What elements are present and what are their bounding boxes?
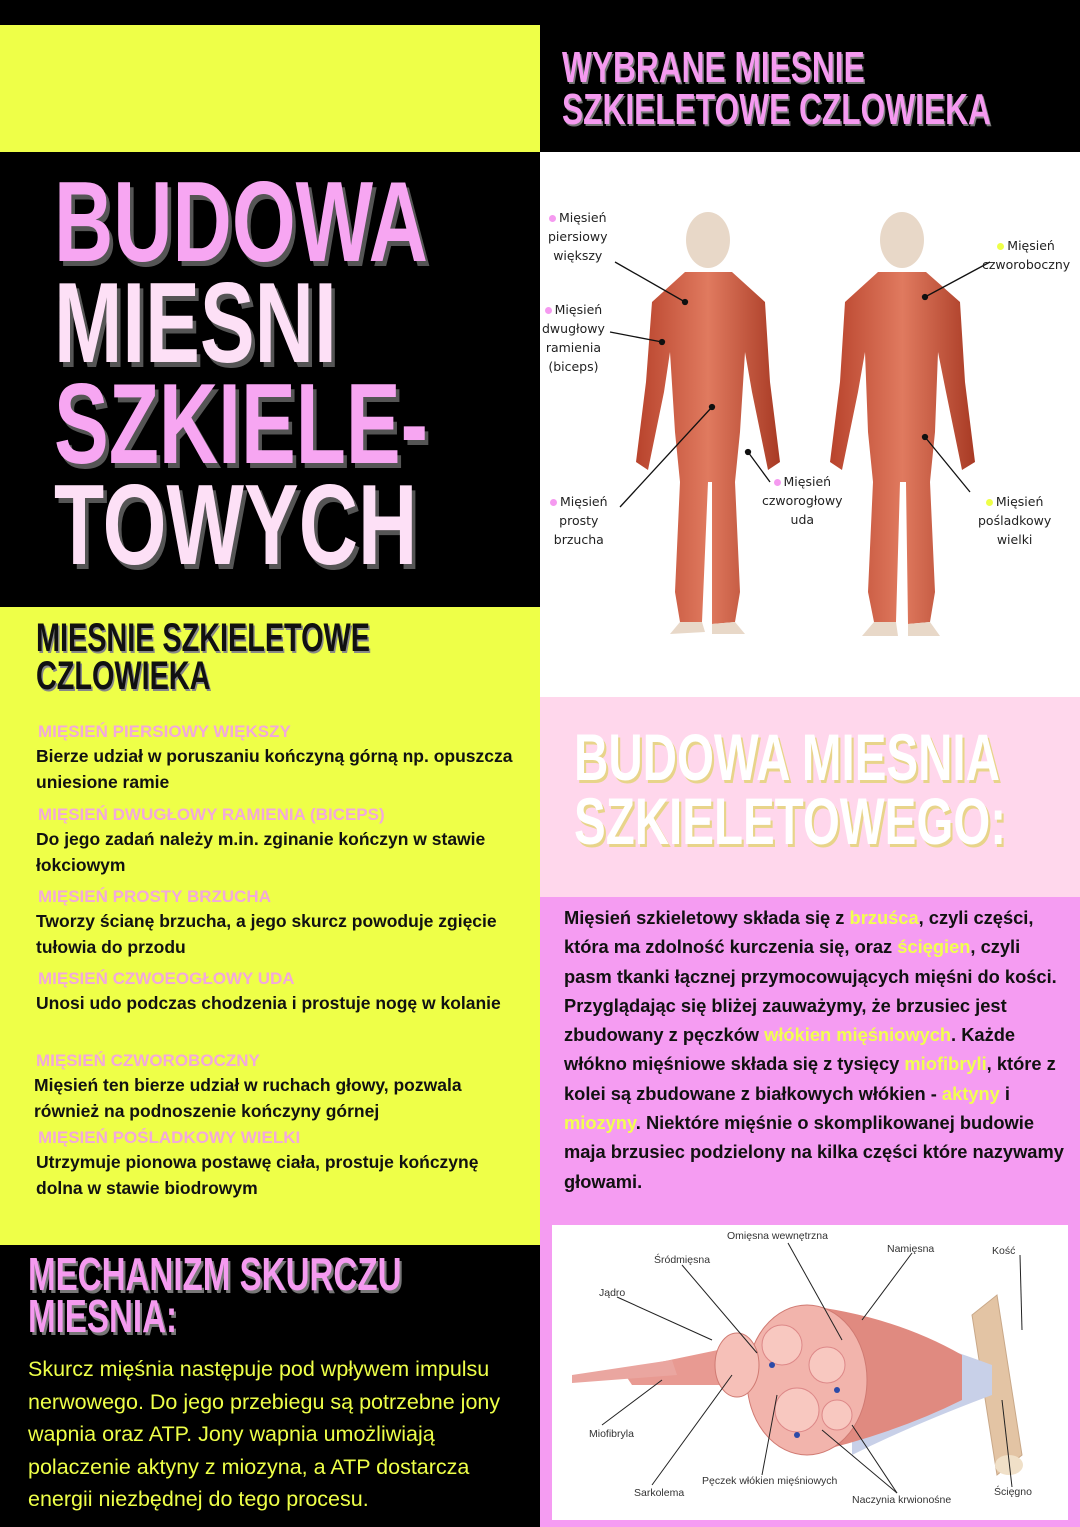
- dot-icon: [986, 499, 993, 506]
- header-title-line: SZKIELETOWE CZLOWIEKA: [562, 85, 991, 134]
- label-line: większy: [553, 248, 603, 263]
- muscle-figure-panel: [540, 152, 1080, 697]
- mechanism-title-line: MECHANIZM SKURCZU: [28, 1248, 402, 1300]
- list-item: [36, 721, 516, 795]
- list-title-line: MIESNIE SZKIELETOWE: [36, 616, 370, 660]
- diagram-label: Pęczek włókien mięśniowych: [702, 1475, 838, 1487]
- top-yellow-panel: [0, 25, 540, 152]
- label-line: brzucha: [553, 532, 604, 547]
- diagram-label: Jądro: [599, 1287, 626, 1299]
- structure-title-line: BUDOWA MIESNIA: [574, 720, 1000, 794]
- item-heading: MIĘSIEŃ CZWOROBOCZNY: [36, 1051, 260, 1070]
- mechanism-text: Skurcz mięśnia następuje pod wpływem impulsu nerwowego. Do jego przebiegu są potrzebne jony wapnia oraz ATP. Jony wapnia umożliwiają polaczenie aktyny z miozyna, a ATP dostarcza energii niezbędnej do tego procesu.: [28, 1357, 501, 1511]
- item-text: Unosi udo podczas chodzenia i prostuje nogę w kolanie: [36, 993, 501, 1013]
- dot-icon: [550, 499, 557, 506]
- item-heading: MIĘSIEŃ PIERSIOWY WIĘKSZY: [38, 722, 291, 741]
- structure-panel: [540, 897, 1080, 1527]
- structure-title-line: SZKIELETOWEGO:: [574, 784, 1007, 858]
- label-line: Mięsień: [1007, 238, 1055, 253]
- diagram-label: Sarkolema: [634, 1487, 685, 1499]
- header-title: [562, 43, 991, 134]
- mechanism-title-line: MIESNIA:: [28, 1290, 178, 1342]
- structure-title: [574, 720, 1007, 858]
- muscle-list-panel: [0, 607, 540, 1245]
- front-figure: [636, 212, 780, 634]
- hero-line: BUDOWA: [54, 159, 428, 286]
- label-line: wielki: [996, 532, 1033, 547]
- label-gluteus: [978, 492, 1051, 549]
- highlight-term: miofibryli: [904, 1053, 987, 1075]
- hero-panel: [0, 152, 540, 607]
- label-line: Mięsień: [558, 210, 607, 225]
- diagram-label: Namięsna: [887, 1243, 935, 1255]
- list-item: [36, 886, 516, 960]
- desc-text: . Niektóre mięśnie o skomplikowanej budowie maja brzusiec podzielony na kilka części które nazywamy głowami.: [564, 1112, 1064, 1192]
- desc-text: , czyli pasm tkanki łącznej przymocowujących mięśni do kości. Przyglądając się bliżej zauważymy, że brzusiec jest zbudowany z pęczków: [564, 936, 1057, 1046]
- item-text: Bierze udział w poruszaniu kończyną górną np. opuszcza uniesione ramie: [36, 746, 513, 792]
- label-line: piersiowy: [548, 229, 608, 244]
- diagram-label: Śródmięsna: [654, 1254, 711, 1266]
- label-line: czworoboczny: [982, 257, 1071, 272]
- hero-title: [54, 159, 428, 589]
- highlight-term: aktyny: [941, 1082, 1000, 1104]
- list-item: [34, 1050, 514, 1124]
- structure-description: [564, 903, 1064, 1196]
- item-heading: MIĘSIEŃ POŚLADKOWY WIELKI: [38, 1128, 301, 1147]
- desc-text: , czyli części, która ma zdolność kurczenia się, oraz: [564, 907, 1034, 958]
- label-line: Mięsień: [783, 474, 832, 489]
- header-title-line: WYBRANE MIESNIE: [562, 43, 865, 92]
- label-line: dwugłowy: [542, 321, 605, 336]
- item-heading: MIĘSIEŃ CZWOEOGŁOWY UDA: [38, 969, 295, 988]
- item-text: Tworzy ścianę brzucha, a jego skurcz powoduje zgięcie tułowia do przodu: [36, 911, 497, 957]
- dot-icon: [774, 479, 781, 486]
- highlight-term: ścięgien: [897, 936, 971, 958]
- label-line: (biceps): [548, 359, 599, 374]
- label-quadriceps: [762, 472, 843, 529]
- dot-icon: [549, 215, 556, 222]
- hero-line: SZKIELE-: [54, 361, 428, 488]
- diagram-label: Kość: [992, 1245, 1016, 1257]
- label-pectoralis: [548, 208, 608, 265]
- list-title: [36, 616, 370, 698]
- muscle-structure-diagram: [552, 1225, 1068, 1520]
- mechanism-panel: [0, 1245, 540, 1527]
- diagram-label: Omięsna wewnętrzna: [727, 1230, 828, 1242]
- mechanism-title: [28, 1248, 402, 1342]
- label-line: czworogłowy: [762, 493, 843, 508]
- item-text: Do jego zadań należy m.in. zginanie kończyn w stawie łokciowym: [36, 829, 486, 875]
- label-line: prosty: [559, 513, 599, 528]
- highlight-term: włókien mięśniowych: [764, 1024, 952, 1046]
- label-line: uda: [790, 512, 815, 527]
- desc-text: i: [999, 1082, 1011, 1104]
- label-line: pośladkowy: [978, 513, 1052, 528]
- item-text: Mięsień ten bierze udział w ruchach głowy, pozwala również na podnoszenie kończyny górnej: [34, 1075, 462, 1121]
- desc-text: . Każde włókno mięśniowe składa się z tysięcy: [564, 1024, 1016, 1075]
- back-figure: [830, 212, 975, 636]
- list-item: [36, 968, 516, 1016]
- dot-icon: [997, 243, 1004, 250]
- hero-line: TOWYCH: [54, 462, 418, 589]
- label-line: ramienia: [545, 340, 602, 355]
- label-line: Mięsień: [554, 302, 603, 317]
- list-item: [36, 804, 516, 878]
- label-line: Mięsień: [995, 494, 1044, 509]
- desc-text: Mięsień szkieletowy składa się z: [564, 907, 850, 928]
- diagram-label: Naczynia krwionośne: [852, 1494, 952, 1506]
- label-biceps: [542, 300, 605, 376]
- label-line: Mięsień: [560, 494, 608, 509]
- hero-line: MIESNI: [54, 260, 337, 387]
- highlight-term: miozyny: [564, 1112, 636, 1134]
- list-title-line: CZLOWIEKA: [36, 654, 211, 698]
- desc-text: , które z kolei są zbudowane z białkowych włókien -: [564, 1053, 1056, 1104]
- human-muscle-figures: [540, 152, 1080, 697]
- item-heading: MIĘSIEŃ PROSTY BRZUCHA: [38, 887, 271, 906]
- label-rectus-abdominis: [550, 492, 608, 549]
- diagram-label: Ścięgno: [994, 1486, 1032, 1498]
- header-panel: [540, 25, 1080, 152]
- item-heading: MIĘSIEŃ DWUGŁOWY RAMIENIA (BICEPS): [38, 805, 385, 824]
- label-trapezius: [982, 236, 1070, 274]
- diagram-label: Miofibryla: [589, 1428, 634, 1440]
- structure-title-panel: [540, 697, 1080, 897]
- item-text: Utrzymuje pionowa postawę ciała, prostuje kończynę dolna w stawie biodrowym: [36, 1152, 479, 1198]
- list-item: [36, 1127, 516, 1201]
- highlight-term: brzuśca: [849, 907, 919, 928]
- dot-icon: [545, 307, 552, 314]
